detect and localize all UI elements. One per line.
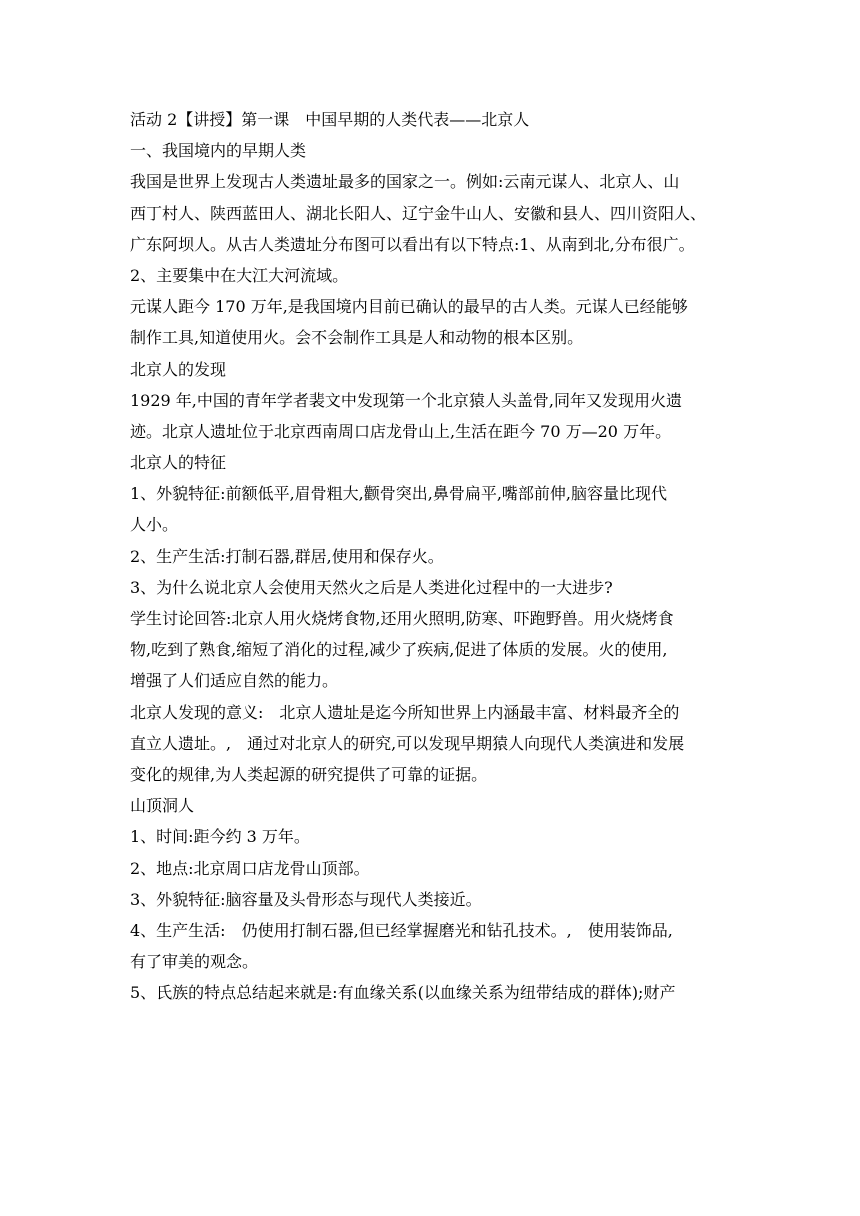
text-line: 迹。北京人遗址位于北京西南周口店龙骨山上,生活在距今 70 万—20 万年。 <box>130 421 672 441</box>
text-line: 一、我国境内的早期人类 <box>130 141 307 161</box>
text-line: 4、生产生活: 仍使用打制石器,但已经掌握磨光和钻孔技术。, 使用装饰品, <box>130 920 673 940</box>
text-line: 元谋人距今 170 万年,是我国境内目前已确认的最早的古人类。元谋人已经能够 <box>130 297 688 317</box>
text-line: 1、时间:距今约 3 万年。 <box>130 827 310 847</box>
text-line: 增强了人们适应自然的能力。 <box>130 671 339 691</box>
text-line: 2、主要集中在大江大河流域。 <box>130 265 349 285</box>
text-line: 北京人发现的意义: 北京人遗址是迄今所知世界上内涵最丰富、材料最齐全的 <box>130 702 680 722</box>
section-heading: 北京人的发现 <box>130 359 227 379</box>
text-line: 人小。 <box>130 515 179 535</box>
document-title: 活动 2【讲授】第一课 中国早期的人类代表——北京人 <box>130 110 530 129</box>
text-line: 有了审美的观念。 <box>130 952 259 972</box>
text-line: 3、为什么说北京人会使用天然火之后是人类进化过程中的一大进步? <box>130 577 613 597</box>
text-line: 我国是世界上发现古人类遗址最多的国家之一。例如:云南元谋人、北京人、山 <box>130 172 680 192</box>
text-line: 制作工具,知道使用火。会不会制作工具是人和动物的根本区别。 <box>130 328 584 348</box>
text-line: 1929 年,中国的青年学者裴文中发现第一个北京猿人头盖骨,同年又发现用火遗 <box>130 390 682 410</box>
text-line: 5、氏族的特点总结起来就是:有血缘关系(以血缘关系为纽带结成的群体);财产 <box>130 983 676 1003</box>
section-heading: 北京人的特征 <box>130 453 227 473</box>
text-line: 2、生产生活:打制石器,群居,使用和保存火。 <box>130 546 444 566</box>
text-line: 2、地点:北京周口店龙骨山顶部。 <box>130 858 370 878</box>
text-line: 广东阿坝人。从古人类遗址分布图可以看出有以下特点:1、从南到北,分布很广。 <box>130 234 695 254</box>
text-line: 学生讨论回答:北京人用火烧烤食物,还用火照明,防寒、吓跑野兽。用火烧烤食 <box>130 609 674 628</box>
document-page <box>130 104 734 1008</box>
text-line: 直立人遗址。, 通过对北京人的研究,可以发现早期猿人向现代人类演进和发展 <box>130 733 685 753</box>
section-heading: 山顶洞人 <box>130 796 195 816</box>
text-line: 3、外貌特征:脑容量及头骨形态与现代人类接近。 <box>130 889 482 909</box>
text-line: 西丁村人、陕西蓝田人、湖北长阳人、辽宁金牛山人、安徽和县人、四川资阳人、 <box>130 203 707 223</box>
text-line: 物,吃到了熟食,缩短了消化的过程,减少了疾病,促进了体质的发展。火的使用, <box>130 640 668 660</box>
text-line: 1、外貌特征:前额低平,眉骨粗大,颧骨突出,鼻骨扁平,嘴部前伸,脑容量比现代 <box>130 484 668 504</box>
text-line: 变化的规律,为人类起源的研究提供了可靠的证据。 <box>130 764 488 784</box>
